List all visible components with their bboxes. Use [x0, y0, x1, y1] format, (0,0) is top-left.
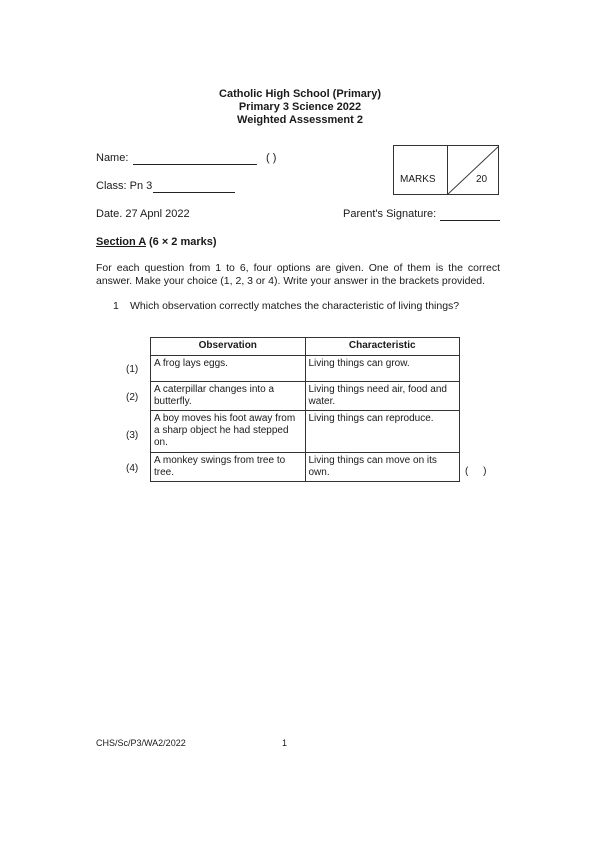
table-row	[151, 356, 460, 382]
characteristic-cell: Living things can move on its own.	[305, 453, 460, 482]
observation-cell: A boy moves his foot away from a sharp object he had stepped on.	[151, 411, 306, 453]
section-marks: (6 × 2 marks)	[148, 236, 217, 248]
section-title: Section A	[96, 236, 146, 248]
register-number-bracket: ( )	[266, 152, 277, 164]
name-line[interactable]	[133, 164, 257, 165]
subject-title: Primary 3 Science 2022	[238, 101, 362, 113]
signature-line[interactable]	[440, 220, 500, 221]
option-label-3[interactable]: (3)	[126, 430, 139, 441]
question-text: Which observation correctly matches the characteristic of living things?	[130, 300, 460, 312]
marks-box	[393, 145, 499, 195]
observation-cell: A frog lays eggs.	[151, 356, 306, 382]
footer-code: CHS/Sc/P3/WA2/2022	[96, 738, 186, 748]
page-number: 1	[282, 738, 288, 748]
marks-total: 20	[476, 174, 488, 185]
section-heading	[96, 236, 217, 248]
characteristic-header: Characteristic	[305, 338, 460, 356]
observation-header: Observation	[151, 338, 306, 356]
marks-label: MARKS	[400, 174, 436, 185]
characteristic-cell: Living things can grow.	[305, 356, 460, 382]
assessment-title: Weighted Assessment 2	[237, 114, 363, 126]
name-label: Name:	[96, 152, 129, 164]
observation-cell: A monkey swings from tree to tree.	[151, 453, 306, 482]
observation-cell: A caterpillar changes into a butterfly.	[151, 382, 306, 411]
marks-diagonal	[448, 146, 499, 194]
signature-label: Parent's Signature:	[343, 208, 437, 220]
table-row	[151, 411, 460, 453]
table-row	[151, 453, 460, 482]
characteristic-cell: Living things need air, food and water.	[305, 382, 460, 411]
table-header-row	[151, 338, 460, 356]
section-instructions: For each question from 1 to 6, four options are given. One of them is the correct answer. Make your choice (1, 2, 3 or 4). Write your answer in the brackets provided.	[96, 262, 500, 287]
class-line[interactable]	[153, 192, 235, 193]
answer-bracket[interactable]: ( )	[465, 466, 487, 477]
school-name: Catholic High School (Primary)	[219, 88, 381, 100]
options-table	[150, 337, 460, 482]
characteristic-cell: Living things can reproduce.	[305, 411, 460, 453]
option-label-2[interactable]: (2)	[126, 392, 139, 403]
option-label-1[interactable]: (1)	[126, 364, 139, 375]
class-label: Class: Pn 3	[96, 180, 153, 192]
question-number: 1	[113, 300, 119, 312]
date-label: Date. 27 Apnl 2022	[96, 208, 190, 220]
option-label-4[interactable]: (4)	[126, 463, 139, 474]
table-row	[151, 382, 460, 411]
